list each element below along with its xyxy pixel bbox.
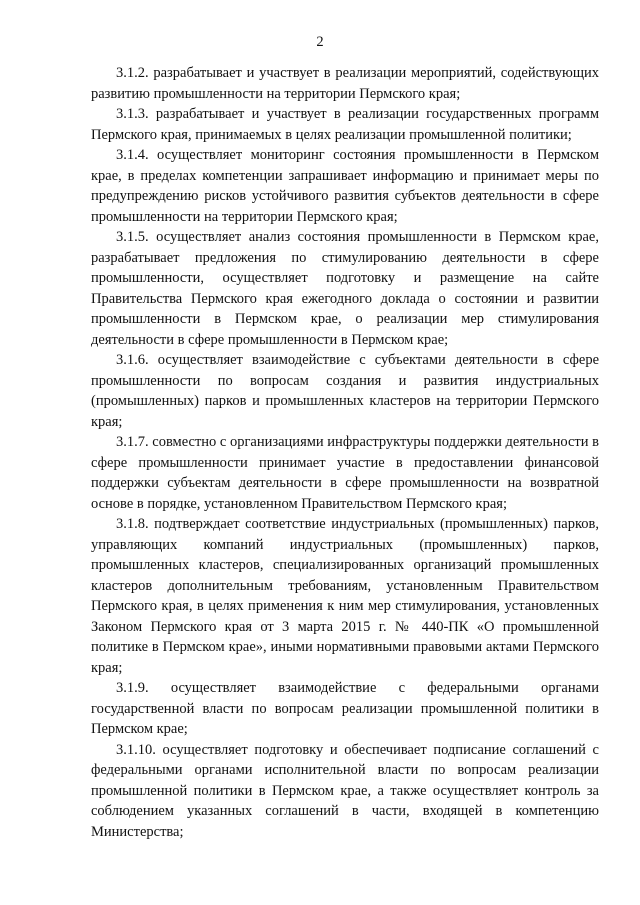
paragraph-3-1-2: 3.1.2. разрабатывает и участвует в реализации мероприятий, содействующих развитию промышленности на территории Пермского края; [91, 65, 599, 102]
paragraph-3-1-9: 3.1.9. осуществляет взаимодействие с федеральными органами государственной власти по вопросам реализации промышленной политики в Пермском крае; [91, 680, 599, 737]
paragraph-3-1-5: 3.1.5. осуществляет анализ состояния промышленности в Пермском крае, разрабатывает предложения по стимулированию деятельности в сфере промышленности, осуществляет подготовку и размещение на сайте Правительства Пермского края ежегодного доклада о состоянии и развитии промышленности в Пермском крае, о реализации мер стимулирования деятельности в сфере промышленности в Пермском крае; [91, 229, 599, 348]
page-number: 2 [316, 34, 324, 50]
paragraph-3-1-6: 3.1.6. осуществляет взаимодействие с субъектами деятельности в сфере промышленности по вопросам создания и развития индустриальных (промышленных) парков и промышленных кластеров на территории Пермского края; [91, 352, 599, 430]
paragraph-3-1-7: 3.1.7. совместно с организациями инфраструктуры поддержки деятельности в сфере промышленности принимает участие в предоставлении финансовой поддержки субъектам деятельности в сфере промышленности на возвратной основе в порядке, установленном Правительством Пермского края; [91, 434, 599, 512]
paragraph-3-1-4: 3.1.4. осуществляет мониторинг состояния промышленности в Пермском крае, в пределах компетенции запрашивает информацию и принимает меры по предупреждению рисков устойчивого развития субъектов деятельности в сфере промышленности на территории Пермского края; [91, 147, 599, 225]
paragraph-3-1-8: 3.1.8. подтверждает соответствие индустриальных (промышленных) парков, управляющих компаний индустриальных (промышленных) парков, промышленных кластеров, специализированных организаций промышленных кластеров дополнительным требованиям, установленным Правительством Пермского края, в целях применения к ним мер стимулирования, установленных Законом Пермского края от 3 марта 2015 г. № 440-ПК «О промышленной политике в Пермском крае», иными нормативными правовыми актами Пермского края; [91, 516, 599, 676]
document-body [91, 63, 599, 842]
paragraph-3-1-3: 3.1.3. разрабатывает и участвует в реализации государственных программ Пермского края, принимаемых в целях реализации промышленной политики; [91, 106, 599, 143]
paragraph-3-1-10: 3.1.10. осуществляет подготовку и обеспечивает подписание соглашений с федеральными органами исполнительной власти по вопросам реализации промышленной политики в Пермском крае, а также осуществляет контроль за соблюдением указанных соглашений в части, входящей в компетенцию Министерства; [91, 741, 599, 840]
